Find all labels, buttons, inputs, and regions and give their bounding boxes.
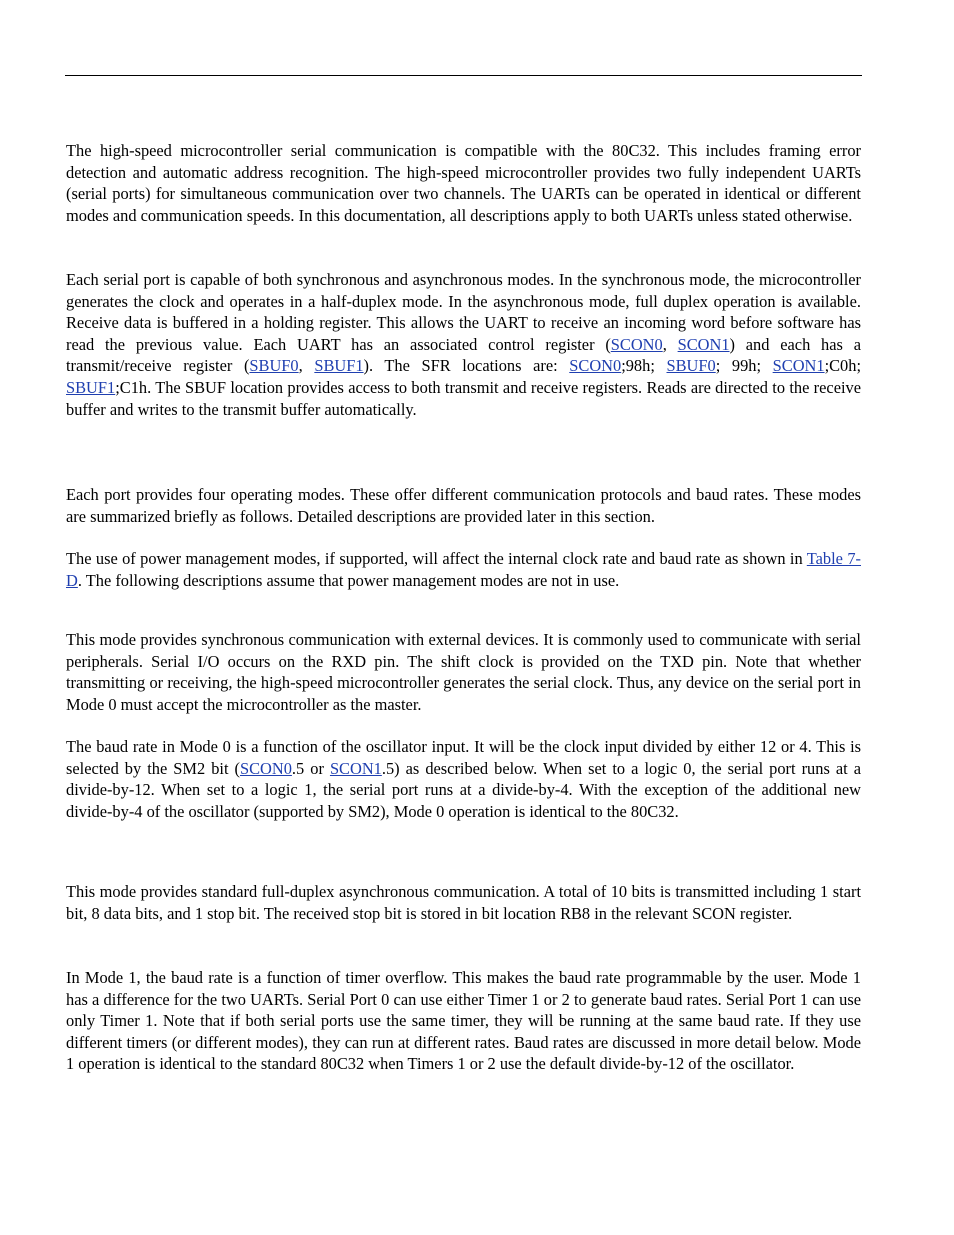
text-run: The baud rate in Mode 0 is a function of the oscillator input. It will be the clock input divided by either 12 or 4. This is selected by the SM2 bit (	[66, 737, 861, 778]
link-scon0[interactable]: SCON0	[610, 334, 663, 354]
paragraph-mode0-description: This mode provides synchronous communication with external devices. It is commonly used to communicate with serial peripherals. Serial I/O occurs on the RXD pin. The shift clock is provided on the TXD pin. Note that whether transmitting or receiving, the high-speed microcontroller generates the serial clock. Thus, any device on the serial port in Mode 0 must accept the microcontroller as the master.	[66, 630, 861, 714]
link-scon1[interactable]: SCON1	[772, 356, 825, 376]
text-run: ; 99h;	[715, 356, 773, 376]
text-run: ;C0h;	[824, 356, 861, 376]
link-scon1[interactable]: SCON1	[329, 758, 382, 778]
link-scon0[interactable]: SCON0	[569, 356, 622, 376]
paragraph-operating-modes: Each port provides four operating modes. These offer different communication protocols and baud rates. These modes are summarized briefly as follows. Detailed descriptions are provided later in this section.	[66, 485, 861, 526]
link-scon0[interactable]: SCON0	[240, 758, 292, 778]
header-rule	[65, 75, 862, 76]
paragraph-serial-modes	[66, 269, 861, 420]
text-run: .5) as described below. When set to a logic 0, the serial port runs at a divide-by-12. When set to a logic 1, the serial port runs at a divide-by-4. With the exception of the additional new divide-by-4 of the oscillator (supported by SM2), Mode 0 operation is identical to the 80C32.	[66, 758, 861, 821]
text-run: .5 or	[291, 758, 330, 778]
paragraph-mode1-baud-rate: In Mode 1, the baud rate is a function of timer overflow. This makes the baud rate programmable by the user. Mode 1 has a difference for the two UARTs. Serial Port 0 can use either Timer 1 or 2 to generate baud rates. Serial Port 1 can use only Timer 1. Note that if both serial ports use the same timer, they will be running at the same baud rate. If they use different timers (or different modes), they can run at different rates. Baud rates are discussed in more detail below. Mode 1 operation is identical to the standard 80C32 when Timers 1 or 2 use the default divide-by-12 of the oscillator.	[66, 968, 861, 1074]
text-run: The use of power management modes, if supported, will affect the internal clock rate and baud rate as shown in	[66, 549, 807, 568]
text-run: ;98h;	[621, 356, 667, 376]
link-sbuf0[interactable]: SBUF0	[666, 356, 716, 376]
text-run: ) and each has a transmit/receive register (	[66, 334, 861, 376]
text-run: . The following descriptions assume that power management modes are not in use.	[77, 570, 620, 590]
paragraph-power-management	[66, 548, 861, 591]
text-run: ,	[298, 356, 315, 376]
link-sbuf0[interactable]: SBUF0	[249, 356, 299, 376]
link-scon1[interactable]: SCON1	[677, 334, 730, 354]
paragraph-mode0-baud-rate	[66, 736, 861, 822]
link-table-7d[interactable]: Table 7-D	[66, 549, 861, 590]
text-run: Each serial port is capable of both synchronous and asynchronous modes. In the synchronous mode, the microcontroller generates the clock and operates in a half-duplex mode. In the asynchronous mode, full duplex operation is available. Receive data is buffered in a holding register. This allows the UART to receive an incoming word before software has read the previous value. Each UART has an associated control register (	[66, 270, 861, 354]
text-run: ;C1h. The SBUF location provides access to both transmit and receive registers. Reads are directed to the receive buffer and writes to the transmit buffer automatically.	[66, 377, 861, 419]
paragraph-serial-intro: The high-speed microcontroller serial communication is compatible with the 80C32. This includes framing error detection and automatic address recognition. The high-speed microcontroller provides two fully independent UARTs (serial ports) for simultaneous communication over two channels. The UARTs can be operated in identical or different modes and communication speeds. In this documentation, all descriptions apply to both UARTs unless stated otherwise.	[66, 141, 861, 225]
text-run: ). The SFR locations are:	[363, 356, 570, 376]
link-sbuf1[interactable]: SBUF1	[66, 377, 116, 397]
paragraph-mode1-description: This mode provides standard full-duplex asynchronous communication. A total of 10 bits is transmitted including 1 start bit, 8 data bits, and 1 stop bit. The received stop bit is stored in bit location RB8 in the relevant SCON register.	[66, 882, 861, 923]
link-sbuf1[interactable]: SBUF1	[314, 356, 364, 376]
text-run: ,	[662, 334, 678, 354]
